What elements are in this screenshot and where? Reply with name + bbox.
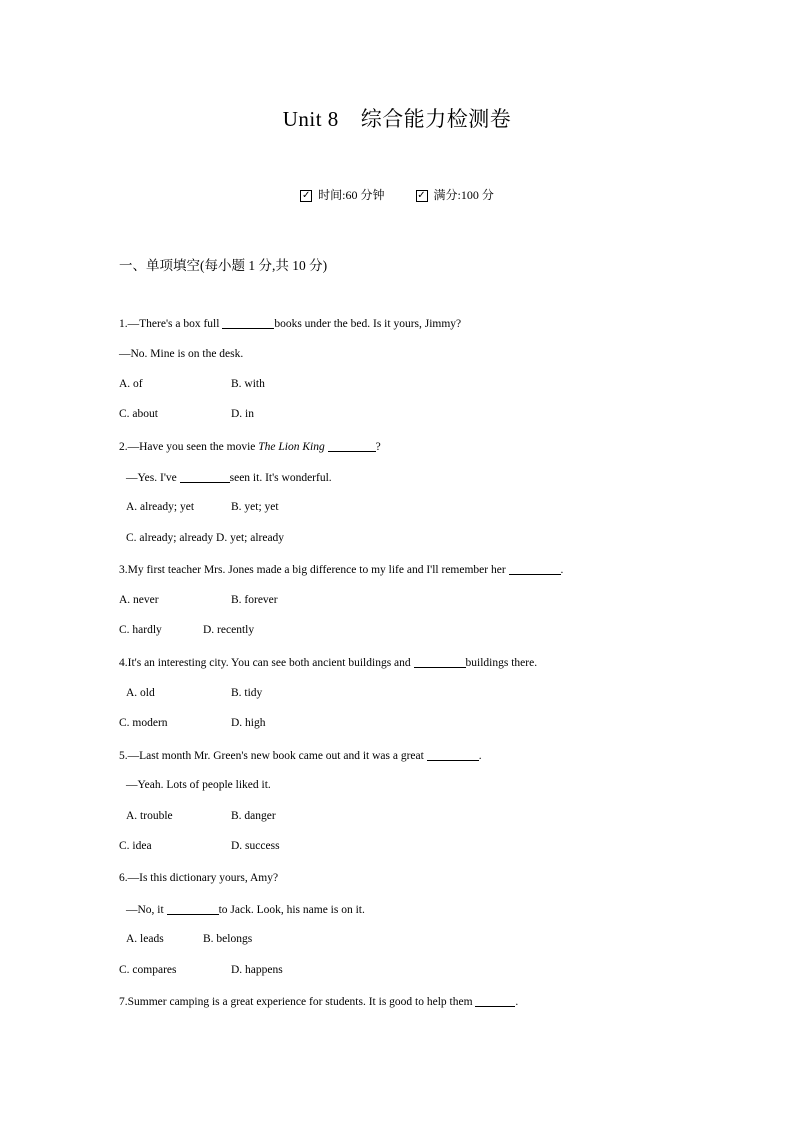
score-info <box>416 186 494 203</box>
answer-blank <box>167 903 219 915</box>
option-c: C. about <box>119 408 158 420</box>
option-c-d: C. already; already D. yet; already <box>126 532 285 544</box>
answer-blank <box>509 563 561 575</box>
reply-text: seen it. It's wonderful. <box>229 472 332 484</box>
section-heading: 一、单项填空(每小题 1 分,共 10 分) <box>119 258 328 273</box>
option-d: D. recently <box>203 624 255 636</box>
option-b: B. belongs <box>203 933 253 945</box>
reply-text: to Jack. Look, his name is on it. <box>218 904 365 916</box>
title-text: 综合能力检测卷 <box>360 107 512 131</box>
question-text: books under the bed. Is it yours, Jimmy? <box>274 318 462 330</box>
option-c: C. compares <box>119 964 177 976</box>
question-text: 3.My first teacher Mrs. Jones made a big difference to my life and I'll remember her <box>119 564 509 576</box>
question-6: 6.—Is this dictionary yours, Amy? <box>119 872 279 884</box>
option-d: D. high <box>231 717 266 729</box>
question-text: . <box>478 750 482 762</box>
option-b: B. yet; yet <box>231 501 279 513</box>
movie-title: The Lion King <box>258 441 325 453</box>
answer-blank <box>328 440 376 452</box>
option-a: A. already; yet <box>126 501 195 513</box>
option-a: A. of <box>119 378 143 390</box>
question-text: . <box>515 996 519 1008</box>
reply-line: —Yeah. Lots of people liked it. <box>126 779 271 791</box>
option-d: D. in <box>231 408 254 420</box>
reply-line <box>126 471 332 484</box>
option-b: B. with <box>231 378 265 390</box>
question-text: buildings there. <box>465 657 538 669</box>
checkbox-icon: ✓ <box>301 190 311 201</box>
question-text: 5.—Last month Mr. Green's new book came out and it was a great <box>119 750 427 762</box>
reply-text: —Yes. I've <box>126 472 180 484</box>
reply-text: —No, it <box>126 904 167 916</box>
time-info <box>300 186 384 203</box>
question-text: ? <box>375 441 381 453</box>
question-2 <box>119 440 381 453</box>
answer-blank <box>475 995 515 1007</box>
question-3 <box>119 563 563 576</box>
option-d: D. success <box>231 840 280 852</box>
page-title <box>0 103 794 133</box>
unit-label: Unit 8 <box>282 107 339 131</box>
option-b: B. danger <box>231 810 276 822</box>
question-5 <box>119 749 482 762</box>
option-a: A. old <box>126 687 155 699</box>
answer-blank <box>222 317 274 329</box>
option-a: A. trouble <box>126 810 173 822</box>
reply-line: —No. Mine is on the desk. <box>119 348 244 360</box>
answer-blank <box>180 471 230 483</box>
question-text: . <box>560 564 564 576</box>
option-d: D. happens <box>231 964 283 976</box>
option-a: A. leads <box>126 933 164 945</box>
question-text: 7.Summer camping is a great experience for students. It is good to help them <box>119 996 476 1008</box>
question-text: 2.—Have you seen the movie <box>119 441 259 453</box>
time-label: 时间:60 分钟 <box>318 188 385 202</box>
score-label: 满分:100 分 <box>433 188 494 202</box>
question-1 <box>119 317 461 330</box>
checkbox-icon: ✓ <box>417 190 426 201</box>
option-c: C. hardly <box>119 624 162 636</box>
question-4 <box>119 656 537 669</box>
option-c: C. idea <box>119 840 152 852</box>
question-text: 4.It's an interesting city. You can see both ancient buildings and <box>119 657 414 669</box>
option-b: B. forever <box>231 594 278 606</box>
answer-blank <box>427 749 479 761</box>
question-7 <box>119 995 518 1008</box>
reply-line <box>126 903 365 916</box>
answer-blank <box>414 656 466 668</box>
exam-meta <box>0 186 794 203</box>
option-a: A. never <box>119 594 159 606</box>
option-b: B. tidy <box>231 687 263 699</box>
question-text: 1.—There's a box full <box>119 318 223 330</box>
option-c: C. modern <box>119 717 168 729</box>
